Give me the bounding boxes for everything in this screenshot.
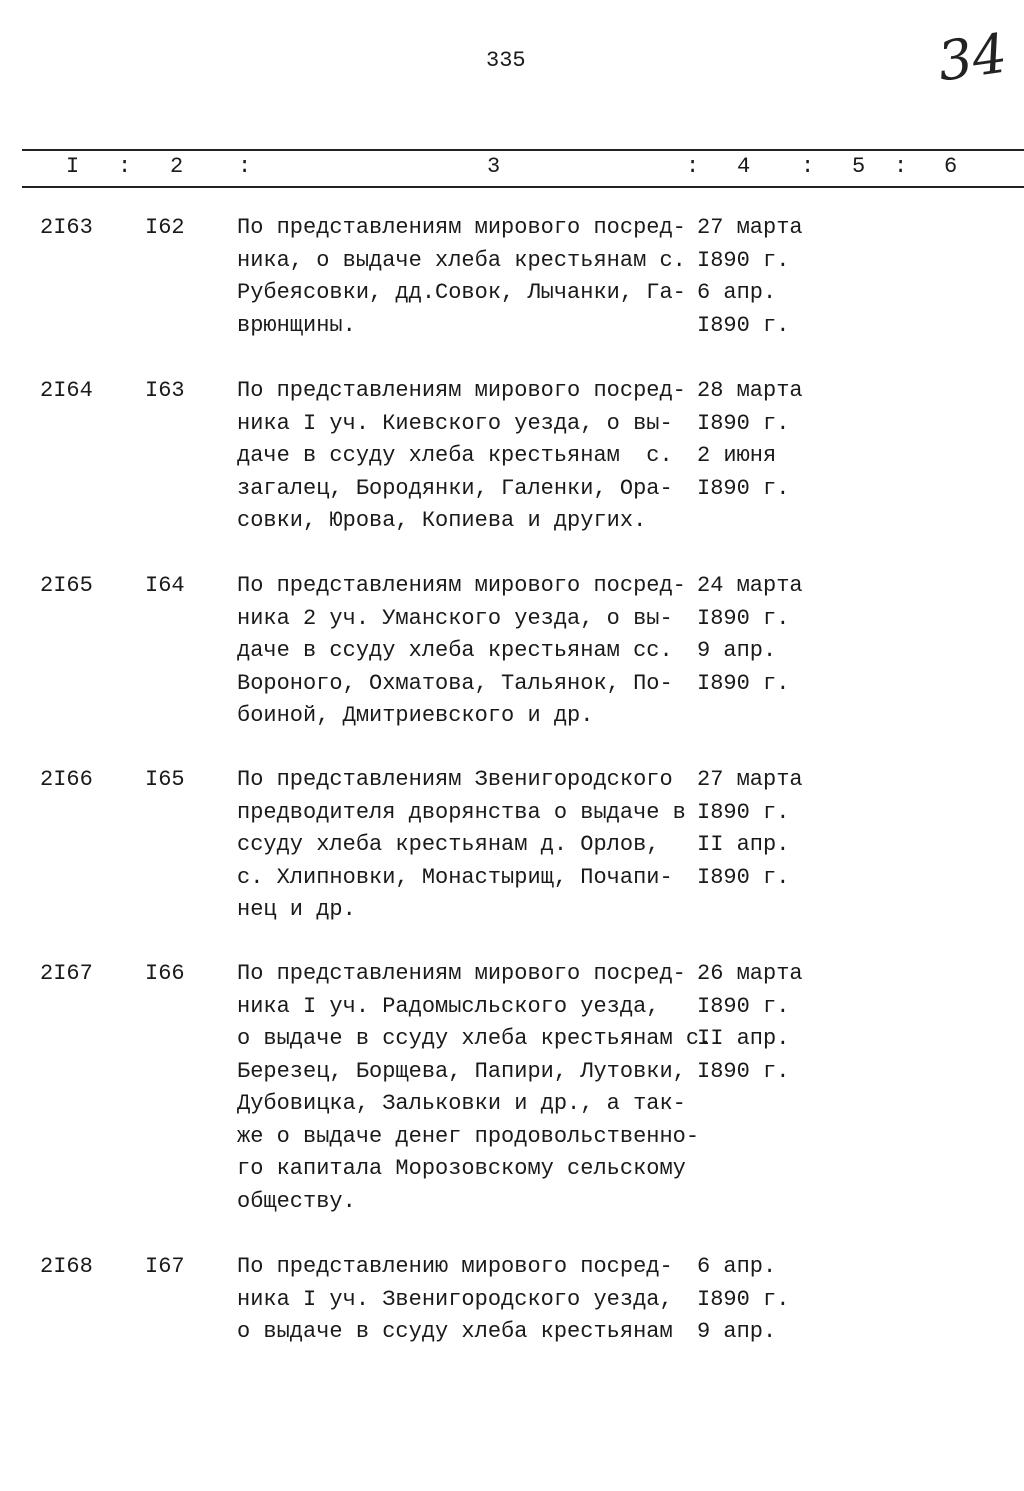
entry-number: I64 [145,573,185,598]
page-number: 335 [486,48,526,73]
date-line: 26 марта [697,961,803,986]
header-rule-top [22,149,1024,151]
date-line: 2 июня [697,443,777,468]
column-separator: : [801,154,815,179]
date-line: I890 г. [697,799,790,825]
description-line: По представлениям мирового посред- [237,378,686,403]
entry-id: 2I67 [40,961,93,986]
entry-description [237,212,686,342]
description-line: го капитала Морозовскому сельскому [237,1156,686,1181]
date-line: 27 марта [697,215,803,240]
description-line: же о выдаче денег продовольственно- [237,1123,700,1149]
column-separator: : [118,154,132,179]
description-line: нец и др. [237,897,356,922]
entry-dates [697,764,803,894]
description-line: ника I уч. Звенигородского уезда, [237,1286,673,1312]
description-line: обществу. [237,1188,356,1214]
entry-id: 2I63 [40,215,93,240]
date-line: 9 апр. [697,1319,777,1344]
date-line: I890 г. [697,1058,790,1084]
entry-description [237,375,686,538]
date-line: 27 марта [697,767,803,792]
description-line: о выдаче в ссуду хлеба крестьянам с. [237,1026,713,1051]
column-separator: : [238,154,252,179]
entry-id: 2I66 [40,767,93,792]
column-separator: : [686,154,700,179]
entry-number: I62 [145,215,185,240]
entry-number: I66 [145,961,185,986]
description-line: По представлениям мирового посред- [237,573,686,598]
date-line: 6 апр. [697,280,777,305]
entry-description [237,570,686,733]
entry-description [237,958,712,1218]
description-line: с. Хлипновки, Монастырищ, Почапи- [237,864,673,890]
entry-id: 2I65 [40,573,93,598]
description-line: ника 2 уч. Уманского уезда, о вы- [237,605,673,631]
date-line: I890 г. [697,475,790,501]
column-header-6: 6 [944,154,958,179]
description-line: ссуду хлеба крестьянам д. Орлов, [237,832,660,857]
description-line: о выдаче в ссуду хлеба крестьянам [237,1319,673,1344]
description-line: По представлениям мирового посред- [237,961,686,986]
description-line: По представлениям Звенигородского [237,767,673,792]
description-line: По представлениям мирового посред- [237,215,686,240]
description-line: ника, о выдаче хлеба крестьянам с. [237,247,686,273]
description-line: даче в ссуду хлеба крестьянам сс. [237,638,673,663]
header-rule-bottom [22,186,1024,188]
date-line: I890 г. [697,993,790,1019]
column-separator: : [894,154,908,179]
date-line: I890 г. [697,1286,790,1312]
description-line: предводителя дворянства о выдаче в [237,799,686,825]
date-line: 9 апр. [697,638,777,663]
date-line: II апр. [697,832,790,857]
entry-id: 2I68 [40,1254,93,1279]
description-line: совки, Юрова, Копиева и других. [237,508,647,533]
date-line: II апр. [697,1026,790,1051]
description-line: ника I уч. Радомысльского уезда, [237,993,660,1019]
date-line: I890 г. [697,670,790,696]
column-header-2: 2 [170,154,184,179]
date-line: I890 г. [697,410,790,436]
entry-dates [697,958,803,1088]
entry-number: I63 [145,378,185,403]
entry-description [237,764,686,927]
description-line: даче в ссуду хлеба крестьянам с. [237,443,673,468]
entry-id: 2I64 [40,378,93,403]
description-line: Вороного, Охматова, Тальянок, По- [237,670,673,696]
description-line: врюнщины. [237,312,356,338]
column-header-1: I [66,154,80,179]
column-header-4: 4 [737,154,751,179]
date-line: I890 г. [697,247,790,273]
description-line: По представлению мирового посред- [237,1254,673,1279]
column-header-3: 3 [487,154,501,179]
date-line: 28 марта [697,378,803,403]
description-line: боиной, Дмитриевского и др. [237,703,594,728]
handwritten-folio-number: 34 [933,21,1011,94]
entry-description [237,1251,673,1349]
date-line: I890 г. [697,312,790,338]
description-line: ника I уч. Киевского уезда, о вы- [237,410,673,436]
date-line: 6 апр. [697,1254,777,1279]
description-line: Рубеясовки, дд.Совок, Лычанки, Га- [237,280,686,305]
entry-dates [697,570,803,700]
date-line: 24 марта [697,573,803,598]
date-line: I890 г. [697,605,790,631]
column-header-5: 5 [852,154,866,179]
entry-number: I65 [145,767,185,792]
entry-number: I67 [145,1254,185,1279]
entry-dates [697,212,803,342]
description-line: Березец, Борщева, Папири, Лутовки, [237,1058,686,1084]
entry-dates [697,375,803,505]
date-line: I890 г. [697,864,790,890]
description-line: загалец, Бородянки, Галенки, Ора- [237,475,673,501]
description-line: Дубовицка, Зальковки и др., а так- [237,1091,686,1116]
entry-dates [697,1251,789,1349]
